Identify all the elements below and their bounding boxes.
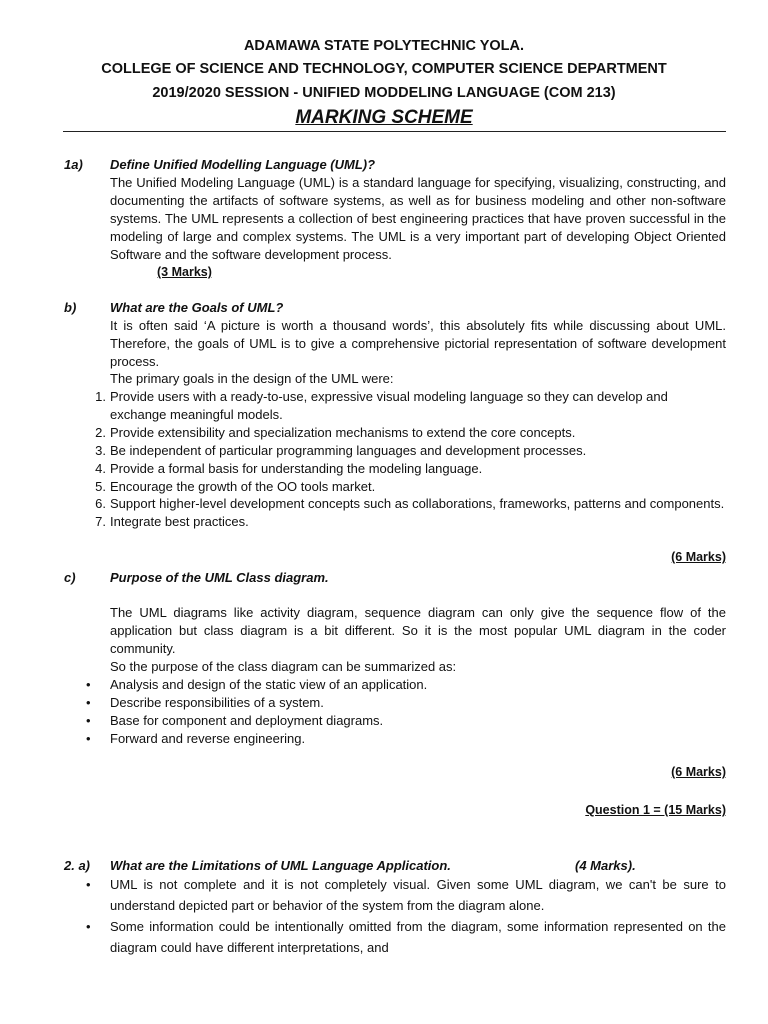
list-item: • Forward and reverse engineering.: [86, 730, 306, 746]
bullet-icon: •: [86, 677, 91, 692]
q1a-number: 1a): [64, 157, 83, 172]
q1c-marks: (6 Marks): [671, 765, 726, 779]
session-course: 2019/2020 SESSION - UNIFIED MODDELING LANGUAGE (COM 213): [152, 85, 616, 101]
q2a-marks: (4 Marks).: [575, 858, 636, 873]
list-item: • Describe responsibilities of a system.: [86, 694, 324, 710]
list-item: 2. Provide extensibility and specialization mechanisms to extend the core concepts.: [95, 424, 576, 440]
bullet-icon: •: [86, 877, 91, 892]
q2a-question: What are the Limitations of UML Language Application.: [110, 858, 451, 873]
q1b-number: b): [64, 300, 77, 315]
q1c-intro: The UML diagrams like activity diagram, sequence diagram can only give the sequence flow of the application but class diagram is a bit different. So it is the most popular UML diagram in the coder community.: [110, 605, 726, 656]
q1b-lead: The primary goals in the design of the UML were:: [110, 371, 394, 386]
q1b-marks: (6 Marks): [671, 550, 726, 564]
q1a-answer: The Unified Modeling Language (UML) is a standard language for specifying, visualizing, constructing, and documenting the artifacts of software systems, as well as for business modeling and other non-software systems. The UML represents a collection of best engineering practices that have proven successful in the modeling of large and complex systems. The UML is a very important part of developing Object Oriented Software and the software development process.: [110, 175, 726, 262]
q1b-intro: It is often said ‘A picture is worth a thousand words’, this absolutely fits while discussing about UML. Therefore, the goals of UML is to give a comprehensive pictorial representation of software development process.: [110, 318, 726, 369]
institution-name: ADAMAWA STATE POLYTECHNIC YOLA.: [243, 38, 525, 54]
q2a-number: 2. a): [64, 858, 91, 873]
bullet-icon: •: [86, 730, 91, 746]
bullet-icon: •: [86, 712, 91, 728]
list-item: 3. Be independent of particular programming languages and development processes.: [95, 442, 587, 458]
q1b-question: What are the Goals of UML?: [110, 300, 284, 315]
title-divider: [63, 131, 726, 132]
list-item: 1. Provide users with a ready-to-use, expressive visual modeling language so they can develop and exchange meaningful models.: [95, 389, 668, 422]
scheme-title: MARKING SCHEME: [295, 107, 473, 128]
q1c-purpose-list: [86, 676, 726, 748]
list-item: 4. Provide a formal basis for understanding the modeling language.: [95, 460, 483, 476]
q1b-goals-list: [95, 388, 726, 531]
question1-total: Question 1 = (15 Marks): [585, 803, 726, 817]
list-item: • Analysis and design of the static view of an application.: [86, 677, 428, 692]
college-department: COLLEGE OF SCIENCE AND TECHNOLOGY, COMPUTER SCIENCE DEPARTMENT: [101, 61, 667, 77]
q2a-limitations-list: [86, 875, 726, 958]
q1c-lead: So the purpose of the class diagram can be summarized as:: [110, 659, 457, 674]
list-item: • UML is not complete and it is not completely visual. Given some UML diagram, we can't be sure to understand depicted part or behavior of the system from the diagram alone.: [86, 877, 726, 913]
list-item: • Some information could be intentionally omitted from the diagram, some information represented on the diagram could have different interpretations, and: [86, 919, 726, 955]
q1a-question: Define Unified Modelling Language (UML)?: [110, 157, 376, 172]
list-item: 7. Integrate best practices.: [95, 514, 249, 530]
list-item: 5. Encourage the growth of the OO tools market.: [95, 478, 376, 494]
list-item: 6. Support higher-level development concepts such as collaborations, frameworks, patterns and components.: [95, 496, 725, 512]
q1a-marks: (3 Marks): [157, 265, 212, 279]
q1c-question: Purpose of the UML Class diagram.: [110, 570, 329, 585]
bullet-icon: •: [86, 694, 91, 710]
bullet-icon: •: [86, 919, 91, 934]
q1c-number: c): [64, 570, 76, 585]
list-item: • Base for component and deployment diagrams.: [86, 712, 384, 728]
